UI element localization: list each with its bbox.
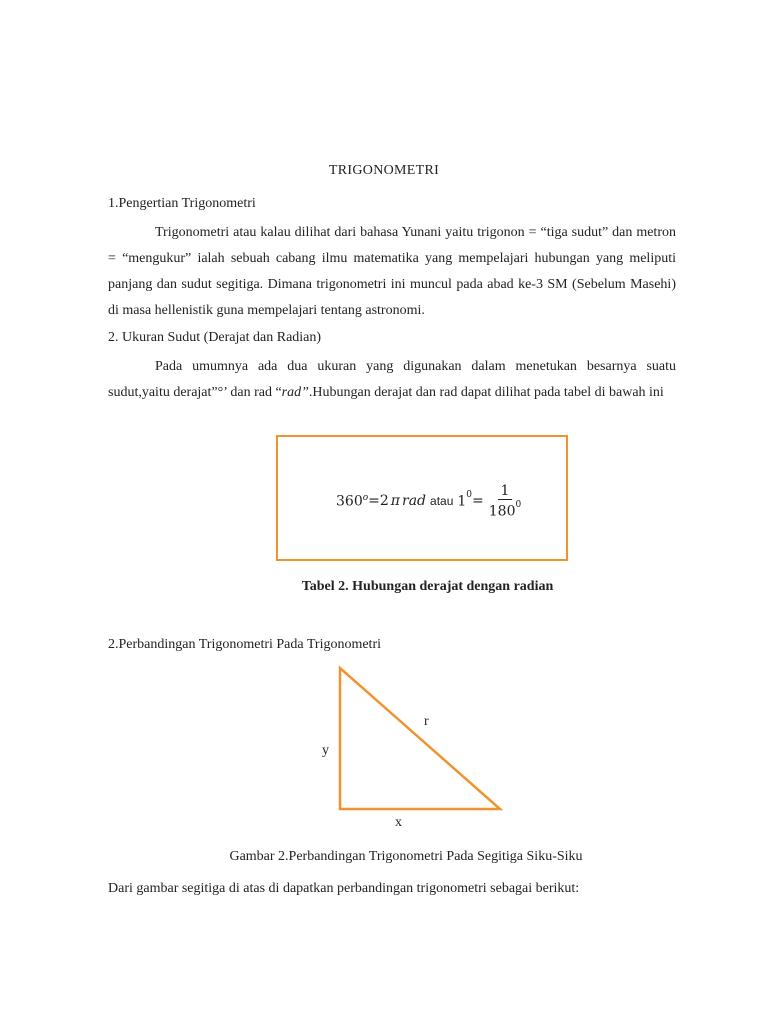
formula-rad: rad	[402, 493, 427, 510]
paragraph-pengertian-text: Trigonometri atau kalau dilihat dari bahasa Yunani yaitu trigonon = “tiga sudut” dan metron = “mengukur” ialah sebuah cabang ilmu matematika yang mempelajari hubungan yang meliputi panjang dan sudut segitiga. Dimana trigonometri ini muncul pada abad ke-3 SM (Sebelum Masehi) di masa hellenistik guna mempelajari tentang astronomi.	[108, 225, 676, 318]
formula-atau: atau	[430, 494, 454, 509]
closing-sentence: Dari gambar segitiga di atas di dapatkan perbandingan trigonometri sebagai berikut:	[108, 881, 580, 896]
table-caption: Tabel 2. Hubungan derajat dengan radian	[301, 579, 554, 594]
section-heading-perbandingan: 2.Perbandingan Trigonometri Pada Trigonometri	[108, 637, 381, 652]
paragraph-ukuran-end: .Hubungan derajat dan rad dapat dilihat pada tabel di bawah ini	[308, 385, 664, 400]
triangle-label-r: r	[424, 714, 429, 729]
fraction-denominator: $180^0$	[488, 500, 522, 520]
paragraph-ukuran-italic: rad”	[281, 385, 309, 400]
figure-caption: Gambar 2.Perbandingan Trigonometri Pada Segitiga Siku-Siku	[229, 849, 583, 864]
formula-eq1: =2	[368, 493, 389, 510]
right-triangle-shape	[340, 668, 500, 809]
section-heading-pengertian: 1.Pengertian Trigonometri	[108, 196, 256, 211]
triangle-label-x: x	[395, 815, 402, 830]
formula-pi: π	[390, 493, 400, 510]
triangle-label-y: y	[322, 743, 329, 758]
formula-lhs: 360$^o$	[336, 493, 369, 510]
paragraph-ukuran-start: Pada umumnya ada dua ukuran yang digunakan dalam menetukan besarnya suatu sudut,yaitu derajat”°’ dan rad “	[108, 359, 676, 400]
formula-eq2: =	[472, 493, 484, 510]
section-heading-ukuran-sudut: 2. Ukuran Sudut (Derajat dan Radian)	[108, 330, 322, 345]
formula-one: $1^0$	[457, 490, 473, 510]
document-title: TRIGONOMETRI	[328, 163, 440, 178]
fraction-numerator: 1	[498, 483, 513, 500]
